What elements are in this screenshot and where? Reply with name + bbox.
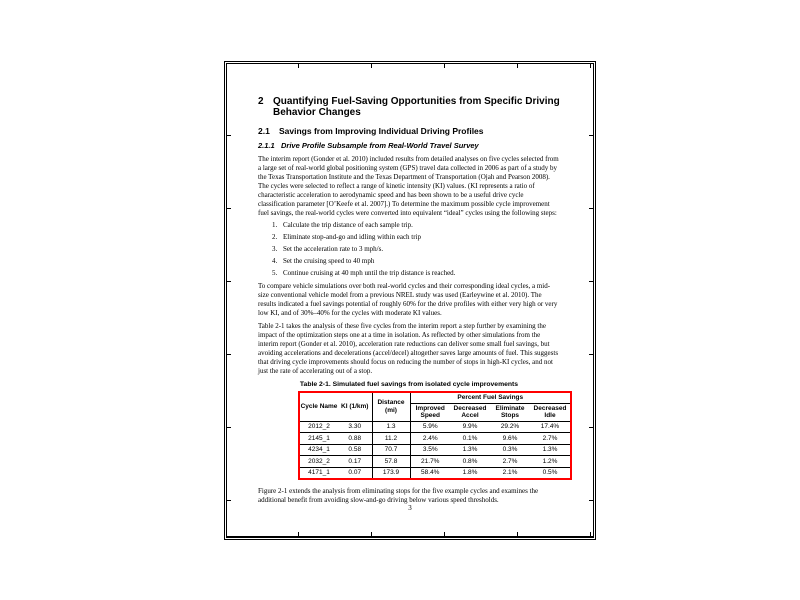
section-number: 2 <box>258 96 264 107</box>
frame-tick <box>589 281 593 282</box>
steps-list <box>258 221 560 278</box>
paragraph-comparison: To compare vehicle simulations over both real-world cycles and their corresponding ideal cycles, a mid-size conventional vehicle model from a previous NREL study was used (Earleywine et al. 2010). The results indicated a fuel savings potential of roughly 60% for the drive profiles with either very high or very low KI, and of 30%–40% for the cycles with moderate KI values. <box>258 282 558 317</box>
table-cell: 0.1% <box>450 433 490 445</box>
frame-tick <box>371 64 372 68</box>
table-cell: 0.17 <box>338 456 372 468</box>
table-cell: 0.88 <box>338 433 372 445</box>
step-number: 3. <box>272 245 278 253</box>
frame-tick <box>371 532 372 536</box>
table-cell: 1.3% <box>530 444 570 456</box>
frame-tick <box>444 64 445 68</box>
subsubsection-title: Drive Profile Subsample from Real-World Travel Survey <box>281 141 479 150</box>
page-content <box>258 96 567 505</box>
frame-tick <box>227 427 231 428</box>
fuel-savings-table <box>300 393 570 478</box>
step-number: 2. <box>272 233 278 241</box>
table-cell: 173.9 <box>372 467 410 478</box>
table-highlight-box <box>298 391 572 480</box>
table-cell: 1.2% <box>530 456 570 468</box>
table-cell: 2012_2 <box>300 421 338 433</box>
step-item <box>258 221 560 230</box>
table-cell: 0.5% <box>542 469 558 476</box>
frame-tick <box>589 500 593 501</box>
frame-tick <box>298 532 299 536</box>
table-cell: 0.07 <box>348 469 362 476</box>
frame-tick <box>517 64 518 68</box>
table-cell: 70.7 <box>372 444 410 456</box>
col-header-eliminate-stops: Eliminate Stops <box>490 403 530 421</box>
col-header-ki: KI (1/km) <box>338 393 372 421</box>
table-cell: 29.2% <box>490 421 530 433</box>
table-cell: 9.9% <box>450 421 490 433</box>
frame-tick <box>590 532 591 536</box>
paragraph-intro: The interim report (Gonder et al. 2010) included results from detailed analyses on five cycles selected from a large set of real-world global positioning system (GPS) travel data collected in 2006 as part of a study by the Texas Transportation Institute and the Texas Department of Transportation (Ojah and Pearson 2008). The cycles were selected to reflect a range of kinetic intensity (KI) values. (KI represents a ratio of characteristic acceleration to aerodynamic speed and has been shown to be a useful drive cycle classification parameter [O’Keefe et al. 2007].) To determine the maximum possible cycle improvement fuel savings, the real-world cycles were converted into equivalent “ideal” cycles using the following steps: <box>258 155 559 217</box>
section-title: Quantifying Fuel-Saving Opportunities from Specific Driving Behavior Changes <box>273 96 560 118</box>
table-cell: 2145_1 <box>300 433 338 445</box>
table-cell: 5.9% <box>410 421 450 433</box>
frame-tick <box>444 532 445 536</box>
col-header-decreased-accel: Decreased Accel <box>450 403 490 421</box>
table-cell: 4171_1 <box>308 469 330 476</box>
frame-tick <box>589 135 593 136</box>
table-cell: 2.4% <box>410 433 450 445</box>
step-number: 5. <box>272 269 278 277</box>
col-header-distance: Distance (mi) <box>372 393 410 421</box>
table-cell: 11.2 <box>372 433 410 445</box>
table-row <box>300 444 570 456</box>
step-item <box>258 233 560 242</box>
frame-tick <box>589 427 593 428</box>
table-cell: 9.6% <box>490 433 530 445</box>
table-cell: 0.58 <box>338 444 372 456</box>
subsubsection-heading <box>258 142 560 150</box>
step-item <box>258 257 560 266</box>
table-row <box>300 421 570 433</box>
table-caption: Table 2-1. Simulated fuel savings from isolated cycle improvements <box>299 381 519 388</box>
subsection-title: Savings from Improving Individual Driving Profiles <box>279 126 484 136</box>
step-text: Calculate the trip distance of each sample trip. <box>283 221 413 229</box>
frame-tick <box>298 64 299 68</box>
table-cell: 3.30 <box>338 421 372 433</box>
table-cell: 2.1% <box>502 469 518 476</box>
table-cell: 57.8 <box>372 456 410 468</box>
table-cell: 1.8% <box>462 469 478 476</box>
page-frame <box>224 61 596 540</box>
frame-tick <box>227 500 231 501</box>
table-row <box>300 467 570 478</box>
frame-tick <box>517 532 518 536</box>
table-cell: 2.7% <box>530 433 570 445</box>
table-cell: 4234_1 <box>300 444 338 456</box>
frame-tick <box>589 354 593 355</box>
frame-tick <box>227 135 231 136</box>
table-row <box>300 456 570 468</box>
table-cell: 0.8% <box>450 456 490 468</box>
table-cell: 21.7% <box>410 456 450 468</box>
group-header-percent-fuel-savings: Percent Fuel Savings <box>410 393 570 403</box>
paragraph-figure-lead: Figure 2-1 extends the analysis from eliminating stops for the five example cycles and examines the additional benefit from avoiding slow-and-go driving below various speed thresholds. <box>258 487 539 504</box>
col-header-improved-speed: Improved Speed <box>410 403 450 421</box>
table-cell: 0.3% <box>490 444 530 456</box>
frame-tick <box>227 208 231 209</box>
step-item <box>258 269 560 278</box>
frame-tick <box>227 354 231 355</box>
table-cell: 2032_2 <box>300 456 338 468</box>
step-text: Set the acceleration rate to 3 mph/s. <box>283 245 384 253</box>
step-number: 1. <box>272 221 278 229</box>
frame-tick <box>590 64 591 68</box>
subsection-number: 2.1 <box>258 126 270 136</box>
table-cell: 1.3 <box>372 421 410 433</box>
table-row <box>300 433 570 445</box>
page-number: 3 <box>408 504 412 512</box>
subsection-heading <box>258 127 560 136</box>
step-text: Continue cruising at 40 mph until the trip distance is reached. <box>283 269 456 277</box>
paragraph-table-discussion: Table 2-1 takes the analysis of these five cycles from the interim report a step further by examining the impact of the optimization steps one at a time in isolation. As reflected by other simulations from the interim report (Gonder et al. 2010), acceleration rate reductions can deliver some small fuel savings, but avoiding accelerations and decelerations (accel/decel) altogether saves large amounts of fuel. This suggests that driving cycle improvements should focus on reducing the number of stops in high-KI cycles, and not just the rate of accelerating out of a stop. <box>258 322 559 375</box>
table-cell: 2.7% <box>490 456 530 468</box>
step-item <box>258 245 560 254</box>
col-header-decreased-idle: Decreased Idle <box>530 403 570 421</box>
table-cell: 1.3% <box>450 444 490 456</box>
step-text: Set the cruising speed to 40 mph <box>283 257 375 265</box>
section-heading <box>258 96 560 118</box>
table-cell: 3.5% <box>410 444 450 456</box>
step-text: Eliminate stop-and-go and idling within each trip <box>283 233 422 241</box>
subsubsection-number: 2.1.1 <box>258 141 275 150</box>
frame-tick <box>227 281 231 282</box>
step-number: 4. <box>272 257 278 265</box>
table-cell: 17.4% <box>530 421 570 433</box>
col-header-cycle-name: Cycle Name <box>300 393 338 421</box>
frame-tick <box>589 208 593 209</box>
table-cell: 58.4% <box>410 467 450 478</box>
